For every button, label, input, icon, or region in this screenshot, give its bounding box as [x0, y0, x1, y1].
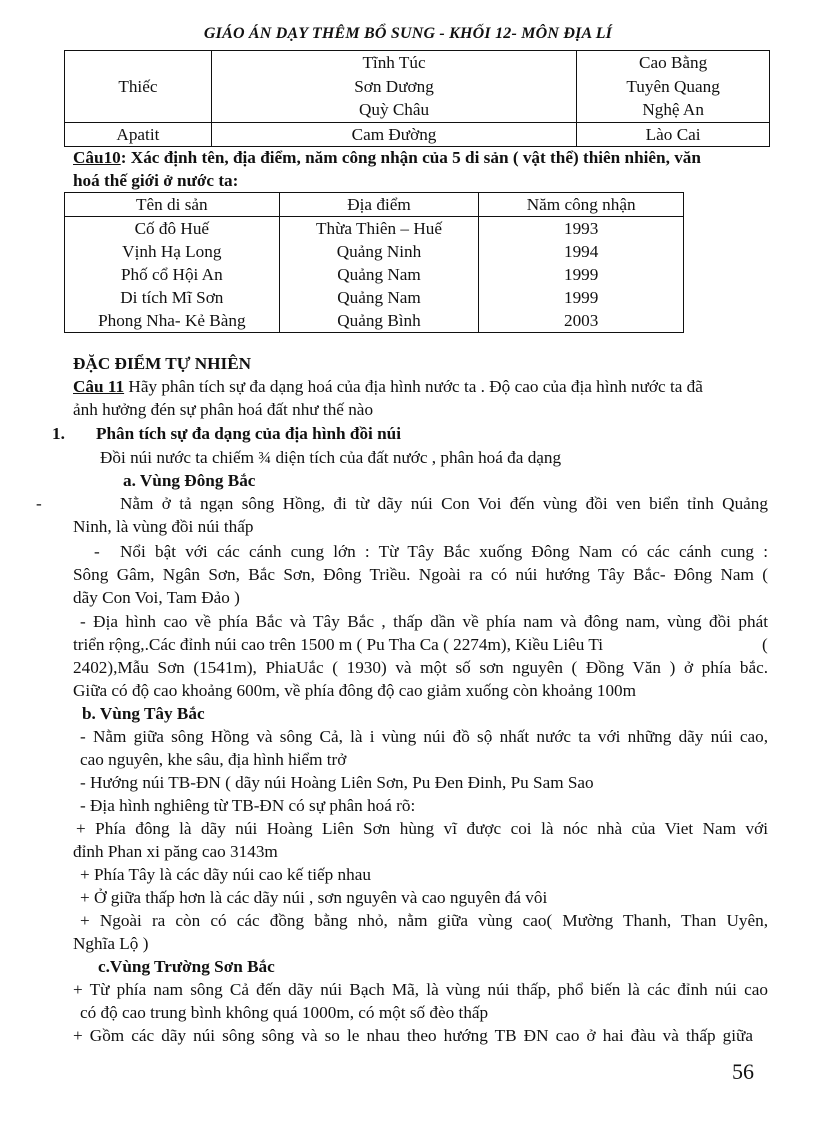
table-row: [65, 263, 684, 286]
province: Tuyên Quang: [626, 76, 720, 96]
paragraph-line: dãy Con Voi, Tam Đảo ): [73, 588, 240, 607]
heritage-place: Quảng Bình: [279, 309, 479, 333]
paragraph-line: - Hướng núi TB-ĐN ( dãy núi Hoàng Liên Sơn, Pu Đen Đinh, Pu Sam Sao: [80, 773, 594, 792]
province: Nghệ An: [642, 100, 704, 119]
question-label: Câu 11: [73, 377, 125, 396]
paragraph-line: có độ cao trung bình không quá 1000m, có một số đèo thấp: [80, 1003, 489, 1022]
heritage-name: Vịnh Hạ Long: [65, 240, 280, 263]
table-header-row: [65, 193, 684, 217]
province: Cao Bằng: [638, 53, 708, 72]
question-text: : Xác định tên, địa điểm, năm công nhận của 5 di sản ( vật thể) thiên nhiên, văn: [120, 148, 701, 167]
question-10-cont: hoá thế giới ở nước ta:: [73, 171, 239, 190]
table-row: [65, 51, 770, 123]
paragraph-line: đỉnh Phan xi păng cao 3143m: [73, 842, 278, 861]
paragraph-line: cao nguyên, khe sâu, địa hình hiểm trở: [80, 750, 347, 769]
minerals-table: [64, 50, 770, 147]
heritage-table: [64, 192, 684, 333]
heritage-name: Cố đô Huế: [65, 217, 280, 241]
table-row: [65, 122, 770, 147]
page-header: GIÁO ÁN DẠY THÊM BỔ SUNG - KHỐI 12- MÔN ĐỊA LÍ: [203, 25, 613, 42]
place: Sơn Dương: [354, 76, 434, 96]
mineral-places: [211, 51, 576, 123]
question-label: Câu10: [73, 148, 121, 167]
paragraph-line: Nằm ở tả ngạn sông Hồng, đi từ dãy núi Con Voi đến vùng đồi ven biển tỉnh Quảng: [120, 494, 768, 513]
region-c-title: c.Vùng Trường Sơn Bắc: [98, 957, 275, 976]
paragraph-line: (: [762, 635, 768, 654]
heritage-year: 1999: [479, 263, 684, 286]
heritage-name: Di tích Mĩ Sơn: [65, 286, 280, 309]
province: Lào Cai: [645, 124, 701, 144]
heritage-place: Quảng Ninh: [279, 240, 479, 263]
paragraph-line: + Phía đông là dãy núi Hoàng Liên Sơn hùng vĩ được coi là nóc nhà của Viet Nam với: [76, 819, 768, 838]
paragraph-line: + Ngoài ra còn có các đồng bằng nhỏ, nằm giữa vùng cao( Mường Thanh, Than Uyên,: [80, 911, 768, 930]
paragraph-line: Nghĩa Lộ ): [73, 934, 149, 953]
paragraph-line: + Gồm các dãy núi sông sông và so le nhau theo hướng TB ĐN cao ở hai đàu và thấp giữa: [73, 1026, 753, 1045]
paragraph-line: Ninh, là vùng đồi núi thấp: [73, 517, 254, 536]
paragraph-line: - Địa hình cao về phía Bắc và Tây Bắc , thấp dần về phía nam và đông nam, vùng đồi phát: [80, 612, 768, 631]
question-text: Hãy phân tích sự đa dạng hoá của địa hình nước ta . Độ cao của địa hình nước ta đã: [124, 377, 703, 396]
intro-text: Đồi núi nước ta chiếm ¾ diện tích của đất nước , phân hoá đa dạng: [100, 448, 562, 467]
question-11-cont: ảnh hưởng đén sự phân hoá đất như thế nào: [73, 400, 374, 419]
paragraph-line: triển rộng,.Các đỉnh núi cao trên 1500 m ( Pu Tha Ca ( 2274m), Kiều Liêu Ti: [73, 635, 604, 654]
heritage-year: 1999: [479, 286, 684, 309]
heritage-place: Quảng Nam: [279, 286, 479, 309]
table-row: [65, 286, 684, 309]
heritage-name: Phong Nha- Kẻ Bàng: [65, 309, 280, 333]
paragraph-line: + Ở giữa thấp hơn là các dãy núi , sơn nguyên và cao nguyên đá vôi: [80, 888, 548, 907]
place: Tĩnh Túc: [362, 53, 426, 72]
paragraph-line: Giữa có độ cao khoảng 600m, về phía đông độ cao giảm xuống còn khoảng 100m: [73, 681, 637, 700]
paragraph-line: - Nằm giữa sông Hồng và sông Cả, là i vùng núi đồ sộ nhất nước ta với những dãy núi cao,: [80, 727, 768, 746]
heritage-place: Thừa Thiên – Huế: [279, 217, 479, 241]
paragraph-line: Sông Gâm, Ngân Sơn, Bắc Sơn, Đông Triều. Ngoài ra có núi hướng Tây Bắc- Đông Nam (: [73, 565, 768, 584]
paragraph-line: + Từ phía nam sông Cả đến dãy núi Bạch Mã, là vùng núi thấp, phổ biến là các đỉnh núi cao: [73, 980, 768, 999]
mineral-provinces: [577, 122, 770, 147]
mineral-places: [211, 122, 576, 147]
question-10: [73, 146, 701, 169]
place: Cam Đường: [351, 124, 437, 144]
page-number: 56: [732, 1059, 754, 1084]
paragraph-line: Nổi bật với các cánh cung lớn : Từ Tây Bắc xuống Đông Nam có các cánh cung :: [120, 542, 768, 561]
region-b-title: b. Vùng Tây Bắc: [82, 704, 205, 723]
paragraph-line: 2402),Mẫu Sơn (1541m), PhiaUắc ( 1930) và một số sơn nguyên ( Đồng Văn ) ở phía bắc.: [73, 658, 768, 677]
mineral-provinces: [577, 51, 770, 123]
mineral-name: Thiếc: [65, 51, 212, 123]
mineral-name: Apatit: [65, 122, 212, 147]
paragraph-line: - Địa hình nghiêng từ TB-ĐN có sự phân hoá rõ:: [80, 796, 416, 815]
question-11: [73, 375, 770, 398]
column-header: Năm công nhận: [479, 193, 684, 217]
table-row: [65, 217, 684, 241]
table-row: [65, 309, 684, 333]
heritage-year: 1994: [479, 240, 684, 263]
heritage-year: 2003: [479, 309, 684, 333]
heritage-place: Quảng Nam: [279, 263, 479, 286]
heritage-name: Phố cổ Hội An: [65, 263, 280, 286]
column-header: Tên di sản: [65, 193, 280, 217]
bullet: -: [36, 494, 42, 513]
region-a-title: a. Vùng Đông Bắc: [123, 471, 256, 490]
place: Quỳ Châu: [358, 100, 430, 119]
column-header: Địa điểm: [279, 193, 479, 217]
table-row: [65, 240, 684, 263]
part-title: Phân tích sự đa dạng của địa hình đồi núi: [96, 424, 402, 443]
paragraph-line: + Phía Tây là các dãy núi cao kế tiếp nhau: [80, 865, 371, 884]
section-title: ĐẶC ĐIỂM TỰ NHIÊN: [73, 354, 252, 373]
bullet: -: [94, 542, 100, 561]
part-number: 1.: [52, 424, 65, 443]
heritage-year: 1993: [479, 217, 684, 241]
